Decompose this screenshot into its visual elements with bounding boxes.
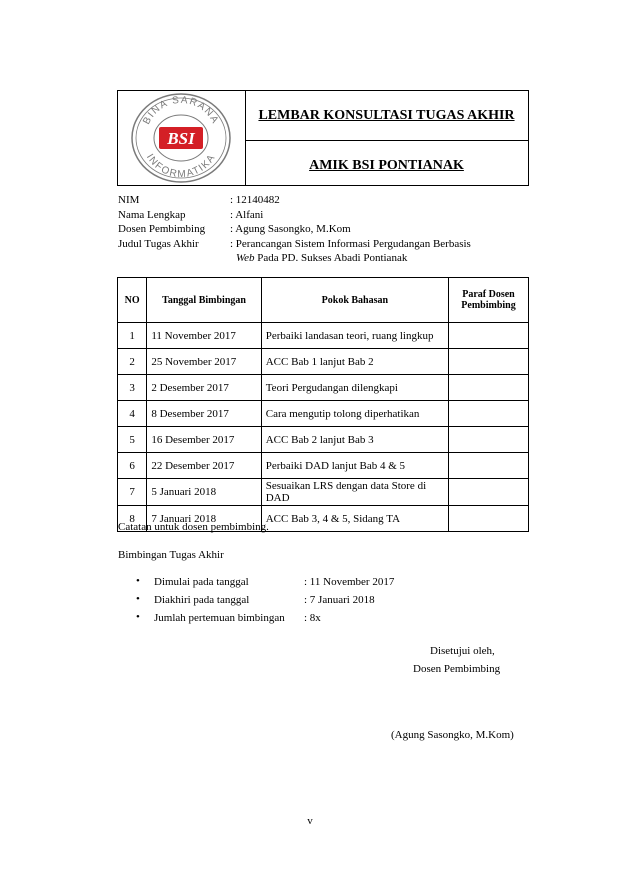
row-pokok: ACC Bab 2 lanjut Bab 3	[261, 427, 448, 453]
row-paraf	[449, 427, 529, 453]
row-tanggal: 25 November 2017	[147, 349, 261, 375]
item-value: : 8x	[304, 612, 321, 624]
judul-value-line1: : Perancangan Sistem Informasi Pergudangan Berbasis	[230, 237, 471, 250]
row-paraf	[449, 375, 529, 401]
bullet-icon: •	[136, 611, 140, 623]
page-number: v	[307, 815, 313, 827]
judul-label: Judul Tugas Akhir	[118, 237, 199, 250]
nama-label: Nama Lengkap	[118, 208, 186, 221]
nim-value: : 12140482	[230, 194, 280, 206]
row-tanggal: 5 Januari 2018	[147, 479, 261, 506]
header-tanggal: Tanggal Bimbingan	[147, 278, 261, 323]
item-value: : 7 Januari 2018	[304, 594, 375, 606]
table-header-row	[118, 278, 529, 323]
row-pokok: Perbaiki DAD lanjut Bab 4 & 5	[261, 453, 448, 479]
row-pokok: Perbaiki landasan teori, ruang lingkup	[261, 323, 448, 349]
table-row	[118, 427, 529, 453]
row-pokok: Teori Pergudangan dilengkapi	[261, 375, 448, 401]
header-pokok: Pokok Bahasan	[261, 278, 448, 323]
table-row	[118, 349, 529, 375]
judul-value-line2	[236, 251, 407, 266]
table-row	[118, 401, 529, 427]
item-label: Diakhiri pada tanggal	[154, 594, 250, 606]
title-divider	[245, 140, 528, 141]
dosen-label: Dosen Pembimbing	[118, 223, 206, 235]
approval-text: Disetujui oleh,	[430, 645, 495, 657]
nama-value: : Alfani	[230, 208, 264, 221]
bsi-logo	[118, 91, 245, 185]
bullet-icon: •	[136, 575, 140, 587]
institution-title: AMIK BSI PONTIANAK	[309, 158, 464, 173]
row-no: 1	[118, 323, 147, 349]
table-row	[118, 453, 529, 479]
table-row	[118, 479, 529, 506]
row-paraf	[449, 349, 529, 375]
row-paraf	[449, 323, 529, 349]
catatan-note: Catatan untuk dosen pembimbing.	[118, 521, 269, 533]
row-tanggal: 8 Desember 2017	[147, 401, 261, 427]
header-paraf: Paraf Dosen Pembimbing	[449, 278, 529, 323]
judul-web-italic: Web	[236, 252, 255, 264]
dosen-value: : Agung Sasongko, M.Kom	[230, 223, 351, 235]
row-tanggal: 22 Desember 2017	[147, 453, 261, 479]
header-box	[117, 90, 529, 186]
bsi-emblem-icon	[159, 127, 203, 149]
row-no: 3	[118, 375, 147, 401]
consultation-table	[117, 277, 529, 532]
row-no: 6	[118, 453, 147, 479]
svg-text:BSI: BSI	[167, 129, 195, 148]
table-row	[118, 323, 529, 349]
row-no: 8	[118, 506, 147, 532]
row-paraf	[449, 506, 529, 532]
row-tanggal: 7 Januari 2018	[147, 506, 261, 532]
nim-label: NIM	[118, 194, 140, 206]
item-label: Dimulai pada tanggal	[154, 576, 249, 588]
row-pokok: ACC Bab 1 lanjut Bab 2	[261, 349, 448, 375]
row-pokok: Cara mengutip tolong diperhatikan	[261, 401, 448, 427]
logo-text-top: BINA SARANA	[141, 94, 221, 127]
row-no: 5	[118, 427, 147, 453]
logo-cell	[118, 91, 246, 185]
row-tanggal: 16 Desember 2017	[147, 427, 261, 453]
row-paraf	[449, 401, 529, 427]
row-no: 2	[118, 349, 147, 375]
row-tanggal: 2 Desember 2017	[147, 375, 261, 401]
logo-text-bottom: INFORMATIKA	[143, 151, 219, 181]
item-label: Jumlah pertemuan bimbingan	[154, 612, 285, 624]
row-paraf	[449, 453, 529, 479]
row-no: 4	[118, 401, 147, 427]
signatory-name: (Agung Sasongko, M.Kom)	[391, 729, 514, 741]
row-pokok: Sesuaikan LRS dengan data Store di DAD	[261, 479, 448, 506]
document-title: LEMBAR KONSULTASI TUGAS AKHIR	[258, 108, 515, 123]
bullet-icon: •	[136, 593, 140, 605]
row-pokok: ACC Bab 3, 4 & 5, Sidang TA	[261, 506, 448, 532]
bimbingan-title: Bimbingan Tugas Akhir	[118, 549, 224, 561]
judul-value-rest: Pada PD. Sukses Abadi Pontianak	[254, 252, 408, 264]
row-no: 7	[118, 479, 147, 506]
table-row	[118, 375, 529, 401]
row-tanggal: 11 November 2017	[147, 323, 261, 349]
item-value: : 11 November 2017	[304, 576, 395, 588]
approval-role: Dosen Pembimbing	[413, 663, 501, 675]
header-no: NO	[118, 278, 147, 323]
title-cell	[245, 91, 528, 185]
row-paraf	[449, 479, 529, 506]
